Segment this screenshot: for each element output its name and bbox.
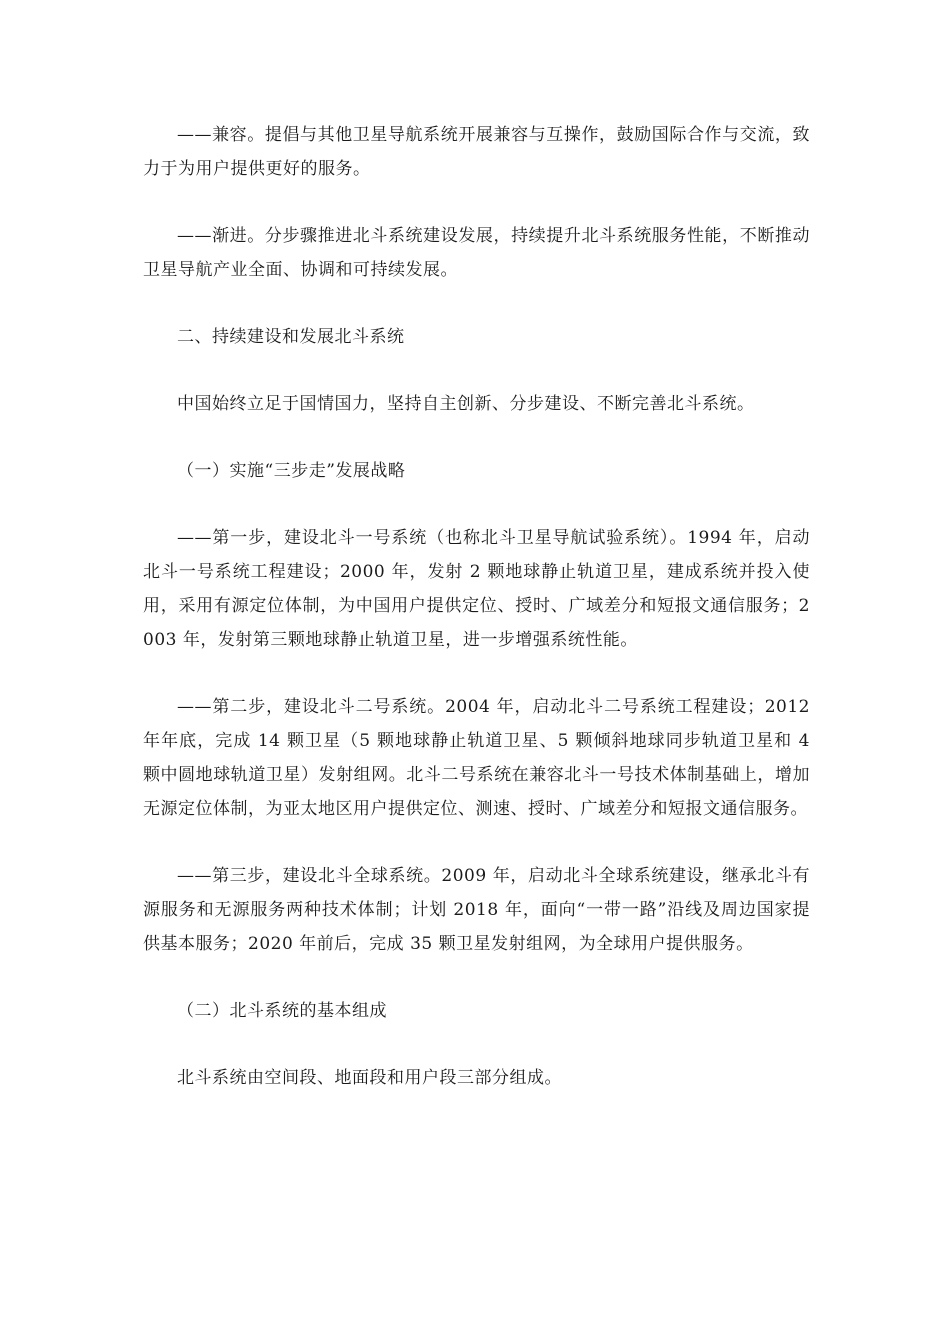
paragraph-step-one: ——第一步，建设北斗一号系统（也称北斗卫星导航试验系统）。1994 年，启动北斗一号系统工程建设；2000 年，发射 2 颗地球静止轨道卫星，建成系统并投入使用，采用有源定位体制，为中国用户提供定位、授时、广域差分和短报文通信服务；2003 年，发射第三颗地球静止轨道卫星，进一步增强系统性能。 — [143, 528, 810, 650]
subsection-heading-1: （一）实施“三步走”发展战略 — [177, 461, 406, 481]
paragraph-step-three: ——第三步，建设北斗全球系统。2009 年，启动北斗全球系统建设，继承北斗有源服务和无源服务两种技术体制；计划 2018 年，面向“一带一路”沿线及周边国家提供基本服务；2020 年前后，完成 35 颗卫星发射组网，为全球用户提供服务。 — [143, 866, 810, 954]
paragraph-intro: 中国始终立足于国情国力，坚持自主创新、分步建设、不断完善北斗系统。 — [177, 394, 755, 414]
paragraph-compatibility: ——兼容。提倡与其他卫星导航系统开展兼容与互操作，鼓励国际合作与交流，致力于为用户提供更好的服务。 — [143, 125, 810, 179]
paragraph-composition: 北斗系统由空间段、地面段和用户段三部分组成。 — [177, 1068, 562, 1088]
subsection-heading-2: （二）北斗系统的基本组成 — [177, 1001, 387, 1021]
document-page — [143, 118, 810, 1128]
paragraph-step-two: ——第二步，建设北斗二号系统。2004 年，启动北斗二号系统工程建设；2012 年年底，完成 14 颗卫星（5 颗地球静止轨道卫星、5 颗倾斜地球同步轨道卫星和 4 颗中圆地球轨道卫星）发射组网。北斗二号系统在兼容北斗一号技术体制基础上，增加无源定位体制，为亚太地区用户提供定位、测速、授时、广域差分和短报文通信服务。 — [143, 697, 810, 819]
section-heading-2: 二、持续建设和发展北斗系统 — [177, 327, 405, 347]
paragraph-progressive: ——渐进。分步骤推进北斗系统建设发展，持续提升北斗系统服务性能，不断推动卫星导航产业全面、协调和可持续发展。 — [143, 226, 810, 280]
